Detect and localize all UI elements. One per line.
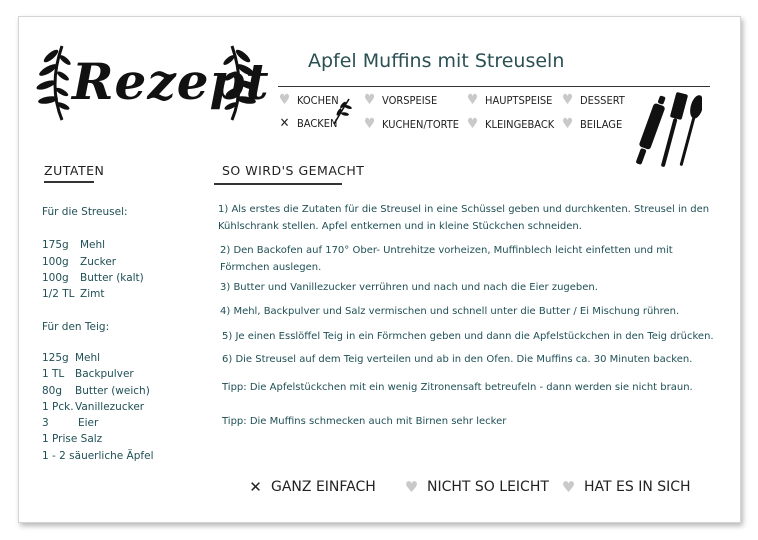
ingredient-row: 125g Mehl: [42, 352, 101, 364]
checked-x-icon: ✕: [249, 477, 262, 496]
logo-rezept: Rezept: [72, 52, 270, 111]
ingredient-row: 3 Eier: [42, 417, 99, 429]
title-divider: [278, 86, 710, 87]
category-beilage[interactable]: ♥ BEILAGE: [561, 116, 623, 132]
heart-icon: ♥: [363, 116, 376, 132]
category-backen[interactable]: ✕ BACKEN: [277, 117, 337, 130]
ingredients-group2-title: Für den Teig:: [42, 321, 110, 333]
heart-icon: ♥: [363, 92, 376, 108]
ingredients-heading: ZUTATEN: [44, 163, 105, 178]
tip-text: Tipp: Die Apfelstückchen mit ein wenig Zitronensaft betreufeln - dann werden sie nicht braun.: [222, 382, 693, 393]
ingredient-row: 175g Mehl: [42, 239, 106, 251]
difficulty-nicht-so-leicht[interactable]: ♥ NICHT SO LEICHT: [404, 477, 549, 496]
ingredient-row: 1 - 2 säuerliche Äpfel: [42, 450, 154, 462]
tip-text: Tipp: Die Muffins schmecken auch mit Birnen sehr lecker: [222, 416, 507, 427]
category-vorspeise[interactable]: ♥ VORSPEISE: [363, 92, 438, 108]
heart-icon: ♥: [466, 92, 479, 108]
left-laurel-icon: [34, 42, 74, 122]
ingredient-row: 100g Zucker: [42, 256, 117, 268]
recipe-title: Apfel Muffins mit Streuseln: [308, 50, 565, 72]
ingredient-row: 1/2 TL Zimt: [42, 288, 105, 300]
method-step: 5) Je einen Esslöffel Teig in ein Förmchen geben und dann die Apfelstückchen in den Teig drücken.: [222, 331, 714, 342]
category-kuchen-torte[interactable]: ♥ KUCHEN/TORTE: [363, 116, 459, 132]
method-step: 4) Mehl, Backpulver und Salz vermischen und schnell unter die Butter / Ei Mischung rühren.: [220, 306, 680, 317]
difficulty-ganz-einfach[interactable]: ✕ GANZ EINFACH: [249, 477, 376, 496]
ingredient-row: 1 Pck.Vanillezucker: [42, 401, 145, 413]
method-heading: SO WIRD'S GEMACHT: [222, 163, 365, 178]
ingredients-heading-underline: [44, 181, 94, 183]
category-dessert[interactable]: ♥ DESSERT: [561, 92, 625, 108]
kitchen-utensils-icon: [632, 92, 702, 172]
sprig-icon: [331, 96, 353, 126]
heart-icon: ♥: [561, 116, 574, 132]
heart-icon: ♥: [561, 477, 576, 496]
ingredients-group1-title: Für die Streusel:: [42, 206, 128, 218]
method-step: 1) Als erstes die Zutaten für die Streusel in eine Schüssel geben und durchkenten. Streusel in den Kühlschrank stellen. Apfel entkernen und in kleine Stückchen schneiden.: [218, 204, 710, 232]
ingredient-row: 1 TL Backpulver: [42, 368, 134, 380]
method-step: 3) Butter und Vanillezucker verrühren und nach und nach die Eier zugeben.: [220, 282, 598, 293]
category-kochen[interactable]: ♥ KOCHEN: [278, 92, 339, 108]
method-heading-underline: [214, 183, 342, 185]
method-step: 2) Den Backofen auf 170° Ober- Untrehitze vorheizen, Muffinblech leicht einfetten und mit Förmchen auslegen.: [220, 245, 673, 273]
category-kleingeback[interactable]: ♥ KLEINGEBACK: [466, 116, 555, 132]
heart-icon: ♥: [561, 92, 574, 108]
ingredient-row: 1 Prise Salz: [42, 433, 103, 445]
method-step: 6) Die Streusel auf dem Teig verteilen und ab in den Ofen. Die Muffins ca. 30 Minuten backen.: [222, 354, 693, 365]
category-hauptspeise[interactable]: ♥ HAUPTSPEISE: [466, 92, 553, 108]
heart-icon: ♥: [278, 92, 291, 108]
ingredient-row: 80g Butter (weich): [42, 385, 150, 397]
heart-icon: ♥: [404, 477, 419, 496]
ingredient-row: 100g Butter (kalt): [42, 272, 144, 284]
difficulty-hat-es-in-sich[interactable]: ♥ HAT ES IN SICH: [561, 477, 691, 496]
heart-icon: ♥: [466, 116, 479, 132]
checked-x-icon: ✕: [279, 116, 290, 131]
